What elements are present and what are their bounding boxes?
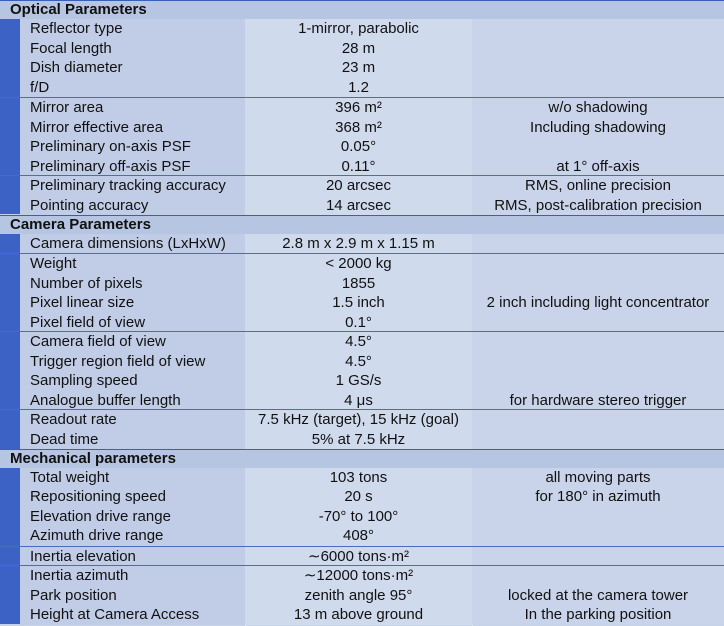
- param-note: [472, 410, 724, 430]
- table-row: [0, 254, 724, 274]
- table-row: [0, 157, 724, 177]
- table-row: [0, 19, 724, 39]
- param-value: 7.5 kHz (target), 15 kHz (goal): [245, 410, 472, 430]
- param-name: Inertia elevation: [20, 547, 245, 567]
- table-row: [0, 547, 724, 567]
- table-row: [0, 78, 724, 98]
- table-row: [0, 293, 724, 313]
- row-group: [0, 234, 724, 254]
- param-note: for 180° in azimuth: [472, 487, 724, 507]
- param-value: 0.1°: [245, 313, 472, 333]
- param-value: ∼6000 tons·m²: [245, 547, 472, 567]
- param-name: Trigger region field of view: [20, 352, 245, 372]
- row-group: [0, 468, 724, 546]
- param-value: 1.2: [245, 78, 472, 98]
- section-header: Camera Parameters: [0, 215, 724, 234]
- table-row: [0, 391, 724, 411]
- section-header: Mechanical parameters: [0, 449, 724, 468]
- param-name: Dish diameter: [20, 58, 245, 78]
- param-value: 368 m²: [245, 118, 472, 138]
- param-value: 20 s: [245, 487, 472, 507]
- row-group: [0, 546, 724, 566]
- table-row: [0, 487, 724, 507]
- param-name: Reflector type: [20, 19, 245, 39]
- table-row: [0, 332, 724, 352]
- row-group: [0, 565, 724, 624]
- param-note: locked at the camera tower: [472, 586, 724, 606]
- param-name: Pixel field of view: [20, 313, 245, 333]
- table-row: [0, 58, 724, 78]
- param-value: 2.8 m x 2.9 m x 1.15 m: [245, 234, 472, 254]
- param-value: 14 arcsec: [245, 196, 472, 216]
- param-name: Pixel linear size: [20, 293, 245, 313]
- param-name: Number of pixels: [20, 274, 245, 294]
- param-value: 28 m: [245, 39, 472, 59]
- table-row: [0, 98, 724, 118]
- row-group: [0, 97, 724, 175]
- table-row: [0, 526, 724, 546]
- param-note: [472, 254, 724, 274]
- param-value: 13 m above ground: [245, 605, 472, 625]
- param-note: [472, 274, 724, 294]
- row-group: [0, 331, 724, 409]
- param-note: [472, 371, 724, 391]
- param-name: Park position: [20, 586, 245, 606]
- param-value: 4.5°: [245, 352, 472, 372]
- section-header: Optical Parameters: [0, 0, 724, 19]
- param-name: Pointing accuracy: [20, 196, 245, 216]
- param-name: Azimuth drive range: [20, 526, 245, 546]
- table-row: [0, 274, 724, 294]
- param-value: 103 tons: [245, 468, 472, 488]
- param-note: [472, 332, 724, 352]
- table-row: [0, 468, 724, 488]
- param-value: 4 μs: [245, 391, 472, 411]
- param-name: f/D: [20, 78, 245, 98]
- param-name: Preliminary off-axis PSF: [20, 157, 245, 177]
- row-group: [0, 409, 724, 448]
- row-group: [0, 253, 724, 331]
- table-row: [0, 176, 724, 196]
- param-note: [472, 352, 724, 372]
- table-row: [0, 39, 724, 59]
- param-value: 396 m²: [245, 98, 472, 118]
- param-value: 1855: [245, 274, 472, 294]
- param-value: 1.5 inch: [245, 293, 472, 313]
- row-group: [0, 175, 724, 214]
- param-name: Preliminary tracking accuracy: [20, 176, 245, 196]
- param-name: Camera field of view: [20, 332, 245, 352]
- param-note: all moving parts: [472, 468, 724, 488]
- param-name: Elevation drive range: [20, 507, 245, 527]
- row-group: [0, 19, 724, 97]
- param-value: 5% at 7.5 kHz: [245, 430, 472, 450]
- param-value: 20 arcsec: [245, 176, 472, 196]
- param-name: Dead time: [20, 430, 245, 450]
- param-note: [472, 58, 724, 78]
- param-value: < 2000 kg: [245, 254, 472, 274]
- table-row: [0, 313, 724, 333]
- table-row: [0, 410, 724, 430]
- param-name: Preliminary on-axis PSF: [20, 137, 245, 157]
- table-row: [0, 371, 724, 391]
- param-note: [472, 19, 724, 39]
- param-note: Including shadowing: [472, 118, 724, 138]
- table-row: [0, 566, 724, 586]
- param-value: 23 m: [245, 58, 472, 78]
- table-row: [0, 430, 724, 450]
- table-row: [0, 352, 724, 372]
- param-name: Total weight: [20, 468, 245, 488]
- param-note: at 1° off-axis: [472, 157, 724, 177]
- param-note: w/o shadowing: [472, 98, 724, 118]
- table-row: [0, 196, 724, 216]
- param-note: [472, 313, 724, 333]
- table-row: [0, 118, 724, 138]
- param-name: Weight: [20, 254, 245, 274]
- param-note: [472, 39, 724, 59]
- param-note: 2 inch including light concentrator: [472, 293, 724, 313]
- param-name: Camera dimensions (LxHxW): [20, 234, 245, 254]
- param-name: Analogue buffer length: [20, 391, 245, 411]
- param-name: Mirror effective area: [20, 118, 245, 138]
- param-note: [472, 526, 724, 546]
- param-value: 1-mirror, parabolic: [245, 19, 472, 39]
- param-value: -70° to 100°: [245, 507, 472, 527]
- param-note: [472, 430, 724, 450]
- table-row: [0, 605, 724, 625]
- param-value: 4.5°: [245, 332, 472, 352]
- param-name: Sampling speed: [20, 371, 245, 391]
- param-value: 0.05°: [245, 137, 472, 157]
- param-note: [472, 566, 724, 586]
- param-name: Focal length: [20, 39, 245, 59]
- param-value: 1 GS/s: [245, 371, 472, 391]
- param-note: for hardware stereo trigger: [472, 391, 724, 411]
- table-row: [0, 137, 724, 157]
- param-note: [472, 507, 724, 527]
- param-name: Mirror area: [20, 98, 245, 118]
- param-note: [472, 137, 724, 157]
- param-value: zenith angle 95°: [245, 586, 472, 606]
- table-row: [0, 507, 724, 527]
- param-note: [472, 547, 724, 567]
- param-value: 0.11°: [245, 157, 472, 177]
- table-row: [0, 234, 724, 254]
- param-note: [472, 234, 724, 254]
- param-value: ∼12000 tons·m²: [245, 566, 472, 586]
- param-name: Inertia azimuth: [20, 566, 245, 586]
- param-name: Height at Camera Access: [20, 605, 245, 625]
- param-note: In the parking position: [472, 605, 724, 625]
- param-name: Readout rate: [20, 410, 245, 430]
- param-name: Repositioning speed: [20, 487, 245, 507]
- param-note: [472, 78, 724, 98]
- param-note: RMS, post-calibration precision: [472, 196, 724, 216]
- table-row: [0, 586, 724, 606]
- param-note: RMS, online precision: [472, 176, 724, 196]
- param-value: 408°: [245, 526, 472, 546]
